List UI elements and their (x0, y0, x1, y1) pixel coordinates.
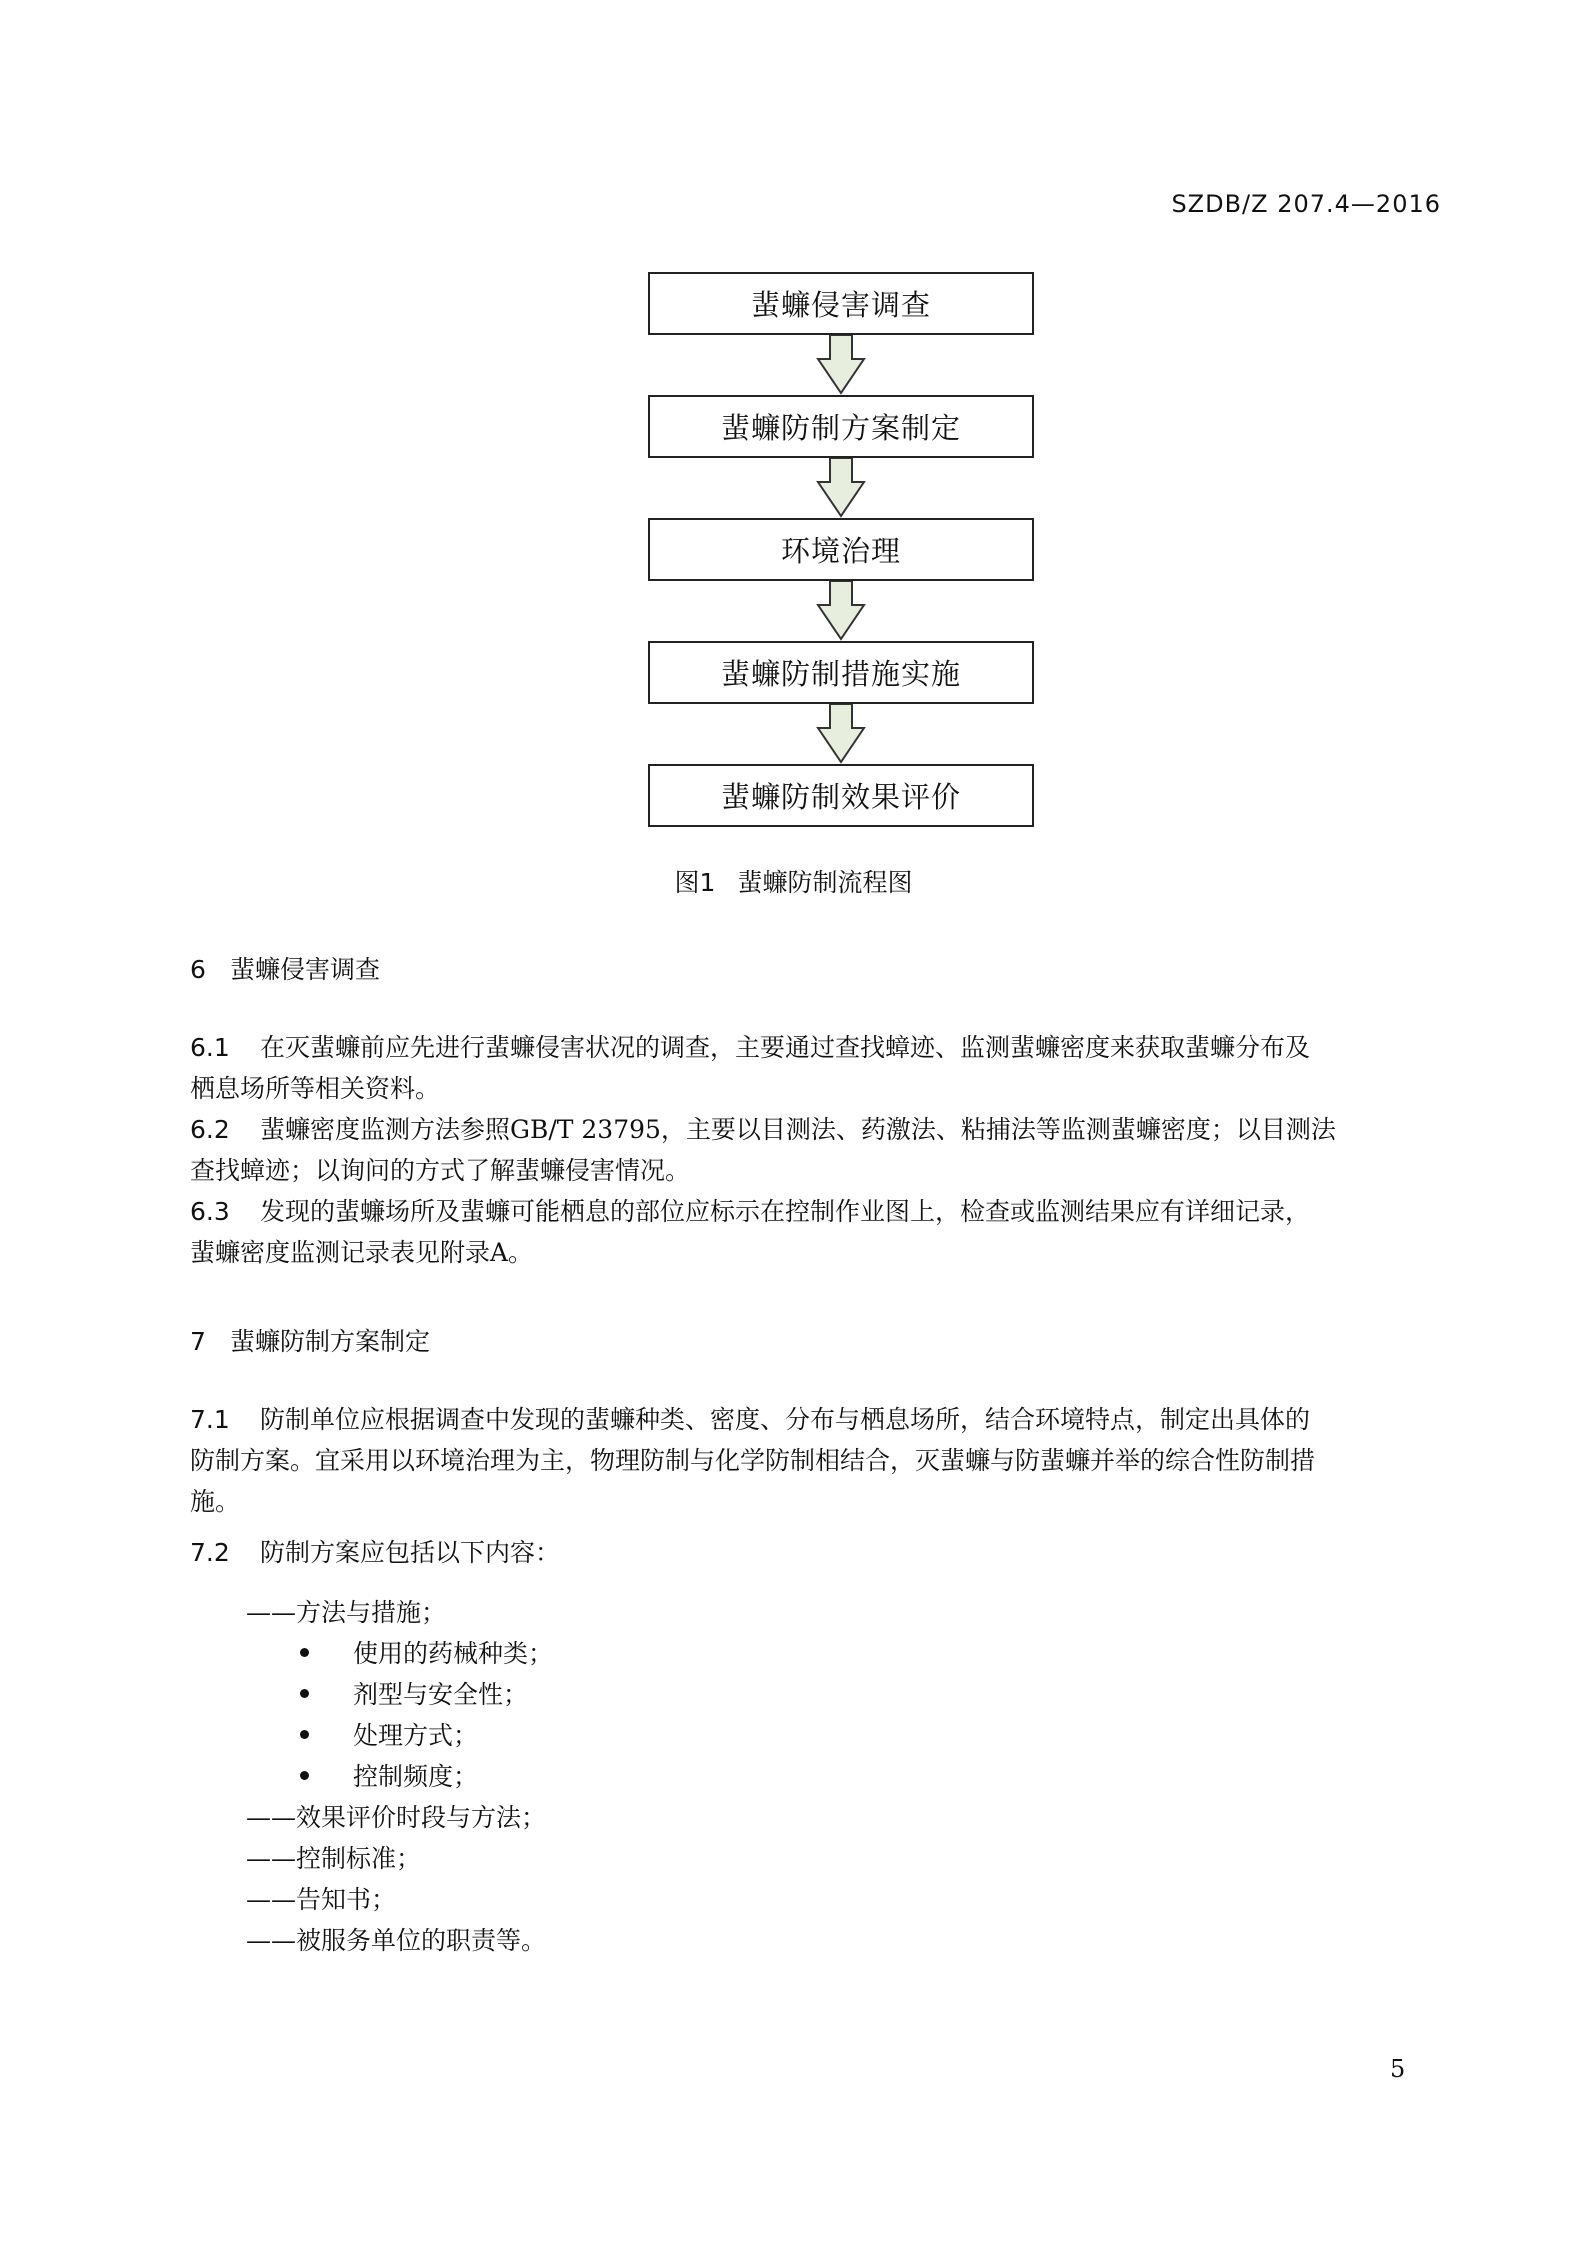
list-item-methods: ——方法与措施； (246, 1598, 447, 1627)
clause-text: 防制方案应包括以下内容： (260, 1538, 561, 1567)
paragraph-7-1 (190, 1399, 1430, 1522)
clause-number: 7.1 (190, 1405, 230, 1434)
clause-text: 在灭蜚蠊前应先进行蜚蠊侵害状况的调查，主要通过查找蟑迹、监测蜚蠊密度来获取蜚蠊分布及 (260, 1033, 1311, 1062)
flowchart (648, 272, 1034, 827)
paragraph-6-3 (190, 1191, 1430, 1273)
list-item-standard: ——控制标准； (246, 1844, 422, 1873)
section-7-heading (190, 1322, 430, 1358)
flow-step-evaluation: 蜚蠊防制效果评价 (648, 764, 1034, 827)
flow-arrow-3 (648, 581, 1034, 641)
flow-arrow-4 (648, 704, 1034, 764)
clause-text-continued: 施。 (190, 1487, 241, 1516)
bullet-dot (300, 1730, 309, 1739)
bullet-dot (300, 1771, 309, 1780)
section-number: 6 (190, 955, 206, 984)
list-item-responsibilities: ——被服务单位的职责等。 (246, 1926, 547, 1955)
flow-step-implementation: 蜚蠊防制措施实施 (648, 641, 1034, 704)
bullet-dot (300, 1689, 309, 1698)
paragraph-6-2 (190, 1109, 1430, 1191)
clause-text-continued: 蜚蠊密度监测记录表见附录A。 (190, 1238, 534, 1267)
list-item-evaluation: ——效果评价时段与方法； (246, 1803, 547, 1832)
clause-text: 发现的蜚蠊场所及蜚蠊可能栖息的部位应标示在控制作业图上，检查或监测结果应有详细记录， (260, 1197, 1311, 1226)
bullet-dot (300, 1648, 309, 1657)
clause-number: 6.1 (190, 1033, 230, 1062)
clause-text: 防制单位应根据调查中发现的蜚蠊种类、密度、分布与栖息场所，结合环境特点，制定出具体的 (260, 1405, 1311, 1434)
paragraph-7-2 (190, 1532, 1430, 1573)
section-number: 7 (190, 1327, 206, 1356)
bullet-item: 剂型与安全性； (300, 1674, 528, 1715)
clause-text-continued: 栖息场所等相关资料。 (190, 1074, 441, 1103)
section-title: 蜚蠊防制方案制定 (230, 1327, 431, 1356)
clause-text-continued: 查找蟑迹；以询问的方式了解蜚蠊侵害情况。 (190, 1156, 691, 1185)
clause-text: 蜚蠊密度监测方法参照GB/T 23795，主要以目测法、药激法、粘捕法等监测蜚蠊密度；以目测法 (260, 1115, 1336, 1144)
bullet-item: 控制频度； (300, 1756, 478, 1797)
clause-text-continued: 防制方案。宜采用以环境治理为主，物理防制与化学防制相结合，灭蜚蠊与防蜚蠊并举的综合性防制措 (190, 1446, 1316, 1475)
bullet-item: 使用的药械种类； (300, 1633, 553, 1674)
clause-number: 7.2 (190, 1538, 230, 1567)
flow-step-environment: 环境治理 (648, 518, 1034, 581)
page-number: 5 (1390, 2055, 1406, 2083)
figure-title: 蜚蠊防制流程图 (737, 868, 913, 897)
flow-step-survey: 蜚蠊侵害调查 (648, 272, 1034, 335)
section-6-heading (190, 950, 380, 986)
list-item-notice: ——告知书； (246, 1885, 397, 1914)
clause-number: 6.3 (190, 1197, 230, 1226)
paragraph-6-1 (190, 1027, 1430, 1109)
figure-label: 图1 (674, 868, 716, 897)
standard-code: SZDB/Z 207.4—2016 (1171, 190, 1441, 218)
flow-arrow-2 (648, 458, 1034, 518)
bullet-item: 处理方式； (300, 1715, 478, 1756)
flow-step-plan: 蜚蠊防制方案制定 (648, 395, 1034, 458)
figure-caption (0, 863, 1587, 899)
clause-number: 6.2 (190, 1115, 230, 1144)
flow-arrow-1 (648, 335, 1034, 395)
section-title: 蜚蠊侵害调查 (230, 955, 381, 984)
